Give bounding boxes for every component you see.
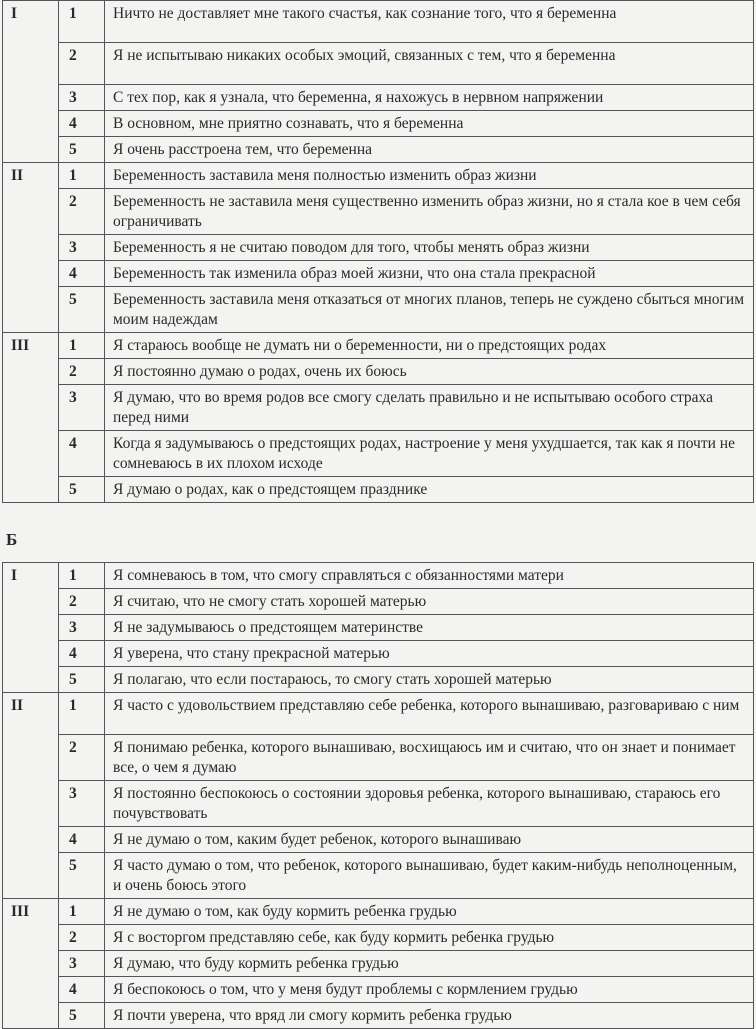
item-statement: Ничто не доставляет мне такого счастья, как сознание того, что я беременна	[105, 1, 754, 43]
table-row	[3, 235, 754, 261]
item-number: 3	[59, 385, 105, 431]
item-number: 5	[59, 667, 105, 693]
table-row	[3, 781, 754, 827]
item-number: 1	[59, 333, 105, 359]
item-number: 5	[59, 287, 105, 333]
table-row	[3, 261, 754, 287]
table-row	[3, 735, 754, 781]
item-statement: Я не испытываю никаких особых эмоций, связанных с тем, что я беременна	[105, 43, 754, 85]
item-number: 4	[59, 261, 105, 287]
item-statement: Когда я задумываюсь о предстоящих родах, настроение у меня ухудшается, так как я почти не сомневаюсь в их плохом исходе	[105, 431, 754, 477]
item-statement: Я очень расстроена тем, что беременна	[105, 137, 754, 163]
item-statement: Я уверена, что стану прекрасной матерью	[105, 641, 754, 667]
item-number: 3	[59, 951, 105, 977]
questionnaire-table-b	[2, 562, 754, 1029]
questionnaire-table-a	[2, 0, 754, 503]
item-statement: Я постоянно беспокоюсь о состоянии здоровья ребенка, которого вынашиваю, стараюсь его почувствовать	[105, 781, 754, 827]
item-statement: Я не думаю о том, каким будет ребенок, которого вынашиваю	[105, 827, 754, 853]
item-statement: Я почти уверена, что вряд ли смогу кормить ребенка грудью	[105, 1003, 754, 1029]
table-row	[3, 1003, 754, 1029]
table-row	[3, 359, 754, 385]
item-number: 3	[59, 85, 105, 111]
table-row	[3, 951, 754, 977]
item-statement: Беременность не заставила меня существенно изменить образ жизни, но я стала кое в чем себя ограничивать	[105, 189, 754, 235]
item-statement: Я с восторгом представляю себе, как буду кормить ребенка грудью	[105, 925, 754, 951]
item-statement: Я понимаю ребенка, которого вынашиваю, восхищаюсь им и считаю, что он знает и понимает все, о чем я думаю	[105, 735, 754, 781]
item-number: 3	[59, 235, 105, 261]
item-number: 2	[59, 925, 105, 951]
item-statement: Я думаю о родах, как о предстоящем празднике	[105, 477, 754, 503]
table-row	[3, 667, 754, 693]
item-number: 4	[59, 111, 105, 137]
table-row	[3, 477, 754, 503]
item-number: 2	[59, 43, 105, 85]
table-row	[3, 189, 754, 235]
table-row	[3, 431, 754, 477]
table-row	[3, 641, 754, 667]
table-row	[3, 385, 754, 431]
item-number: 2	[59, 735, 105, 781]
item-number: 4	[59, 641, 105, 667]
section-number: II	[3, 693, 59, 899]
item-number: 5	[59, 1003, 105, 1029]
table-row	[3, 333, 754, 359]
table-row	[3, 853, 754, 899]
table-row	[3, 563, 754, 589]
section-number: II	[3, 163, 59, 333]
item-statement: Я считаю, что не смогу стать хорошей матерью	[105, 589, 754, 615]
item-number: 3	[59, 615, 105, 641]
table-row	[3, 899, 754, 925]
table-row	[3, 925, 754, 951]
item-statement: Я постоянно думаю о родах, очень их боюсь	[105, 359, 754, 385]
table-row	[3, 615, 754, 641]
section-number: I	[3, 563, 59, 693]
item-number: 4	[59, 827, 105, 853]
item-number: 2	[59, 189, 105, 235]
item-statement: Беременность заставила меня полностью изменить образ жизни	[105, 163, 754, 189]
item-statement: Я часто думаю о том, что ребенок, которого вынашиваю, будет каким-нибудь неполноценным, и очень боюсь этого	[105, 853, 754, 899]
table-row	[3, 85, 754, 111]
item-statement: Я беспокоюсь о том, что у меня будут проблемы с кормлением грудью	[105, 977, 754, 1003]
table-row	[3, 977, 754, 1003]
table-row	[3, 589, 754, 615]
item-statement: Я не задумываюсь о предстоящем материнстве	[105, 615, 754, 641]
item-statement: Я думаю, что во время родов все смогу сделать правильно и не испытываю особого страха перед ними	[105, 385, 754, 431]
item-number: 5	[59, 853, 105, 899]
table-row	[3, 137, 754, 163]
item-number: 5	[59, 477, 105, 503]
item-statement: С тех пор, как я узнала, что беременна, я нахожусь в нервном напряжении	[105, 85, 754, 111]
section-number: III	[3, 899, 59, 1029]
table-row	[3, 111, 754, 137]
item-number: 2	[59, 359, 105, 385]
section-b-heading: Б	[6, 530, 18, 549]
item-statement: Я часто с удовольствием представляю себе ребенка, которого вынашиваю, разговариваю с ним	[105, 693, 754, 735]
item-statement: Я полагаю, что если постараюсь, то смогу стать хорошей матерью	[105, 667, 754, 693]
item-number: 4	[59, 977, 105, 1003]
item-statement: Я думаю, что буду кормить ребенка грудью	[105, 951, 754, 977]
table-row	[3, 43, 754, 85]
item-number: 1	[59, 163, 105, 189]
item-statement: Беременность так изменила образ моей жизни, что она стала прекрасной	[105, 261, 754, 287]
section-number: I	[3, 1, 59, 163]
item-number: 1	[59, 1, 105, 43]
item-statement: Я не думаю о том, как буду кормить ребенка грудью	[105, 899, 754, 925]
item-statement: В основном, мне приятно сознавать, что я беременна	[105, 111, 754, 137]
item-statement: Я стараюсь вообще не думать ни о беременности, ни о предстоящих родах	[105, 333, 754, 359]
table-row	[3, 287, 754, 333]
table-row	[3, 693, 754, 735]
table-row	[3, 1, 754, 43]
section-number: III	[3, 333, 59, 503]
table-row	[3, 827, 754, 853]
item-number: 4	[59, 431, 105, 477]
item-number: 2	[59, 589, 105, 615]
item-number: 1	[59, 563, 105, 589]
item-number: 5	[59, 137, 105, 163]
item-number: 1	[59, 693, 105, 735]
item-number: 3	[59, 781, 105, 827]
item-statement: Беременность я не считаю поводом для того, чтобы менять образ жизни	[105, 235, 754, 261]
table-row	[3, 163, 754, 189]
item-statement: Я сомневаюсь в том, что смогу справляться с обязанностями матери	[105, 563, 754, 589]
item-statement: Беременность заставила меня отказаться от многих планов, теперь не суждено сбыться многим моим надеждам	[105, 287, 754, 333]
item-number: 1	[59, 899, 105, 925]
